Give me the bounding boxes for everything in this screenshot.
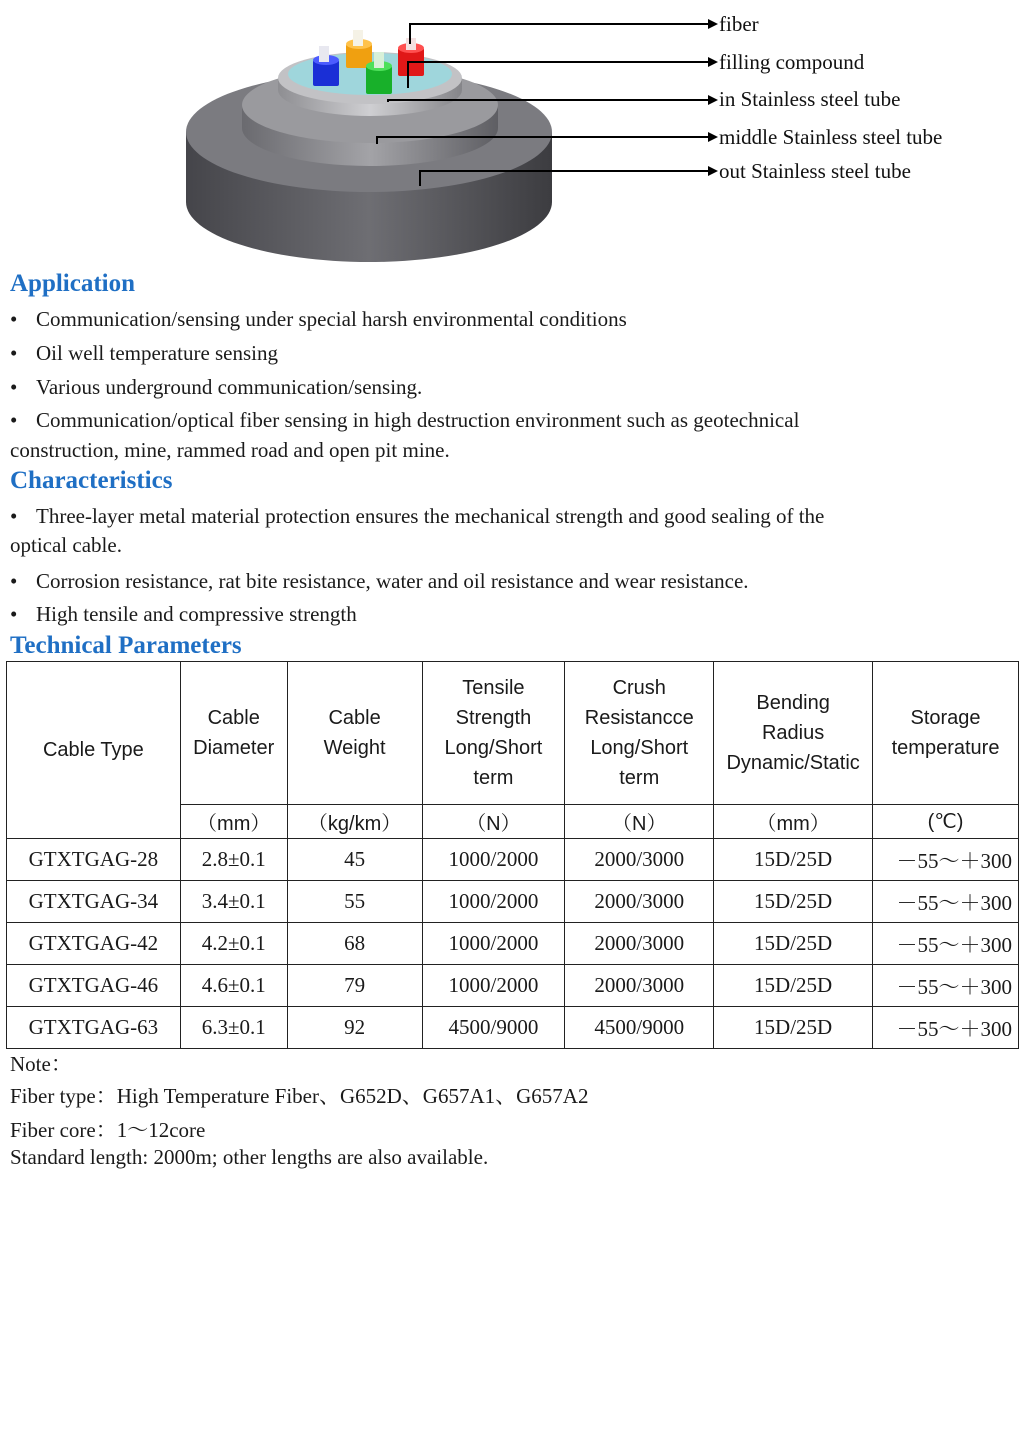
cell: 2000/3000 <box>565 839 714 881</box>
unit-crush: （N） <box>565 805 714 839</box>
cell: 15D/25D <box>714 1007 873 1049</box>
unit-storage: (℃) <box>873 805 1019 839</box>
cell: 15D/25D <box>714 881 873 923</box>
technical-heading: Technical Parameters <box>10 632 242 659</box>
characteristics-item: • Corrosion resistance, rat bite resistance, water and oil resistance and wear resistance. <box>10 569 749 593</box>
cell: 55 <box>287 881 422 923</box>
cell: 6.3±0.1 <box>180 1007 287 1049</box>
cell: 2.8±0.1 <box>180 839 287 881</box>
cell: GTXTGAG-42 <box>7 923 181 965</box>
callout-inner-tube: in Stainless steel tube <box>719 87 901 111</box>
characteristics-item: • High tensile and compressive strength <box>10 602 357 626</box>
characteristics-item: • Three-layer metal material protection ensures the mechanical strength and good sealing of the <box>10 504 825 528</box>
callout-outer-tube: out Stainless steel tube <box>719 159 911 183</box>
cell: 15D/25D <box>714 839 873 881</box>
col-header-diameter: Cable Diameter <box>180 662 287 805</box>
cell: 68 <box>287 923 422 965</box>
cell: 1000/2000 <box>422 923 565 965</box>
cell: 79 <box>287 965 422 1007</box>
application-item: • Various underground communication/sensing. <box>10 375 423 399</box>
col-header-crush: Crush Resistancce Long/Short term <box>565 662 714 805</box>
cell: GTXTGAG-34 <box>7 881 181 923</box>
table-row <box>7 839 1019 881</box>
cell: －55～＋300 <box>873 881 1019 923</box>
table-header-row <box>7 662 1019 805</box>
col-header-cable-type: Cable Type <box>7 662 181 839</box>
col-header-weight: Cable Weight <box>287 662 422 805</box>
cell: 15D/25D <box>714 965 873 1007</box>
cell: 2000/3000 <box>565 965 714 1007</box>
note-label: Note： <box>10 1052 72 1076</box>
col-header-bending: Bending Radius Dynamic/Static <box>714 662 873 805</box>
cell: 1000/2000 <box>422 839 565 881</box>
cell: 2000/3000 <box>565 923 714 965</box>
cell: 45 <box>287 839 422 881</box>
application-item: • Communication/optical fiber sensing in high destruction environment such as geotechnical <box>10 408 800 432</box>
application-heading: Application <box>10 270 136 297</box>
table-row <box>7 1007 1019 1049</box>
cell: 4500/9000 <box>422 1007 565 1049</box>
cell: 2000/3000 <box>565 881 714 923</box>
table-row <box>7 923 1019 965</box>
unit-diameter: （mm） <box>180 805 287 839</box>
cell: 1000/2000 <box>422 965 565 1007</box>
callout-fiber: fiber <box>719 12 759 36</box>
callout-filling-compound: filling compound <box>719 50 865 74</box>
cell: GTXTGAG-28 <box>7 839 181 881</box>
callout-middle-tube: middle Stainless steel tube <box>719 125 943 149</box>
unit-weight: （kg/km） <box>287 805 422 839</box>
cell: 4.2±0.1 <box>180 923 287 965</box>
cell: 4500/9000 <box>565 1007 714 1049</box>
cell: GTXTGAG-46 <box>7 965 181 1007</box>
cell: 15D/25D <box>714 923 873 965</box>
cell: －55～＋300 <box>873 923 1019 965</box>
characteristics-item-continuation: optical cable. <box>10 533 122 557</box>
cell: 4.6±0.1 <box>180 965 287 1007</box>
cell: －55～＋300 <box>873 965 1019 1007</box>
col-header-tensile: Tensile Strength Long/Short term <box>422 662 565 805</box>
cable-structure-diagram <box>0 0 1024 270</box>
note-fiber-core: Fiber core：1～12core <box>10 1118 206 1142</box>
cell: GTXTGAG-63 <box>7 1007 181 1049</box>
col-header-storage: Storage temperature <box>873 662 1019 805</box>
note-standard-length: Standard length: 2000m; other lengths are also available. <box>10 1145 489 1169</box>
application-item-continuation: construction, mine, rammed road and open pit mine. <box>10 438 450 462</box>
application-item: • Communication/sensing under special harsh environmental conditions <box>10 307 627 331</box>
callout-arrows <box>708 19 718 176</box>
cell: 3.4±0.1 <box>180 881 287 923</box>
application-item: • Oil well temperature sensing <box>10 341 279 365</box>
cell: 92 <box>287 1007 422 1049</box>
cell: －55～＋300 <box>873 839 1019 881</box>
note-fiber-type: Fiber type：High Temperature Fiber、G652D、G657A1、G657A2 <box>10 1084 589 1108</box>
unit-tensile: （N） <box>422 805 565 839</box>
cell: 1000/2000 <box>422 881 565 923</box>
cell: －55～＋300 <box>873 1007 1019 1049</box>
table-row <box>7 881 1019 923</box>
unit-bending: （mm） <box>714 805 873 839</box>
technical-parameters-table <box>6 661 1019 1049</box>
table-row <box>7 965 1019 1007</box>
characteristics-heading: Characteristics <box>10 467 173 494</box>
